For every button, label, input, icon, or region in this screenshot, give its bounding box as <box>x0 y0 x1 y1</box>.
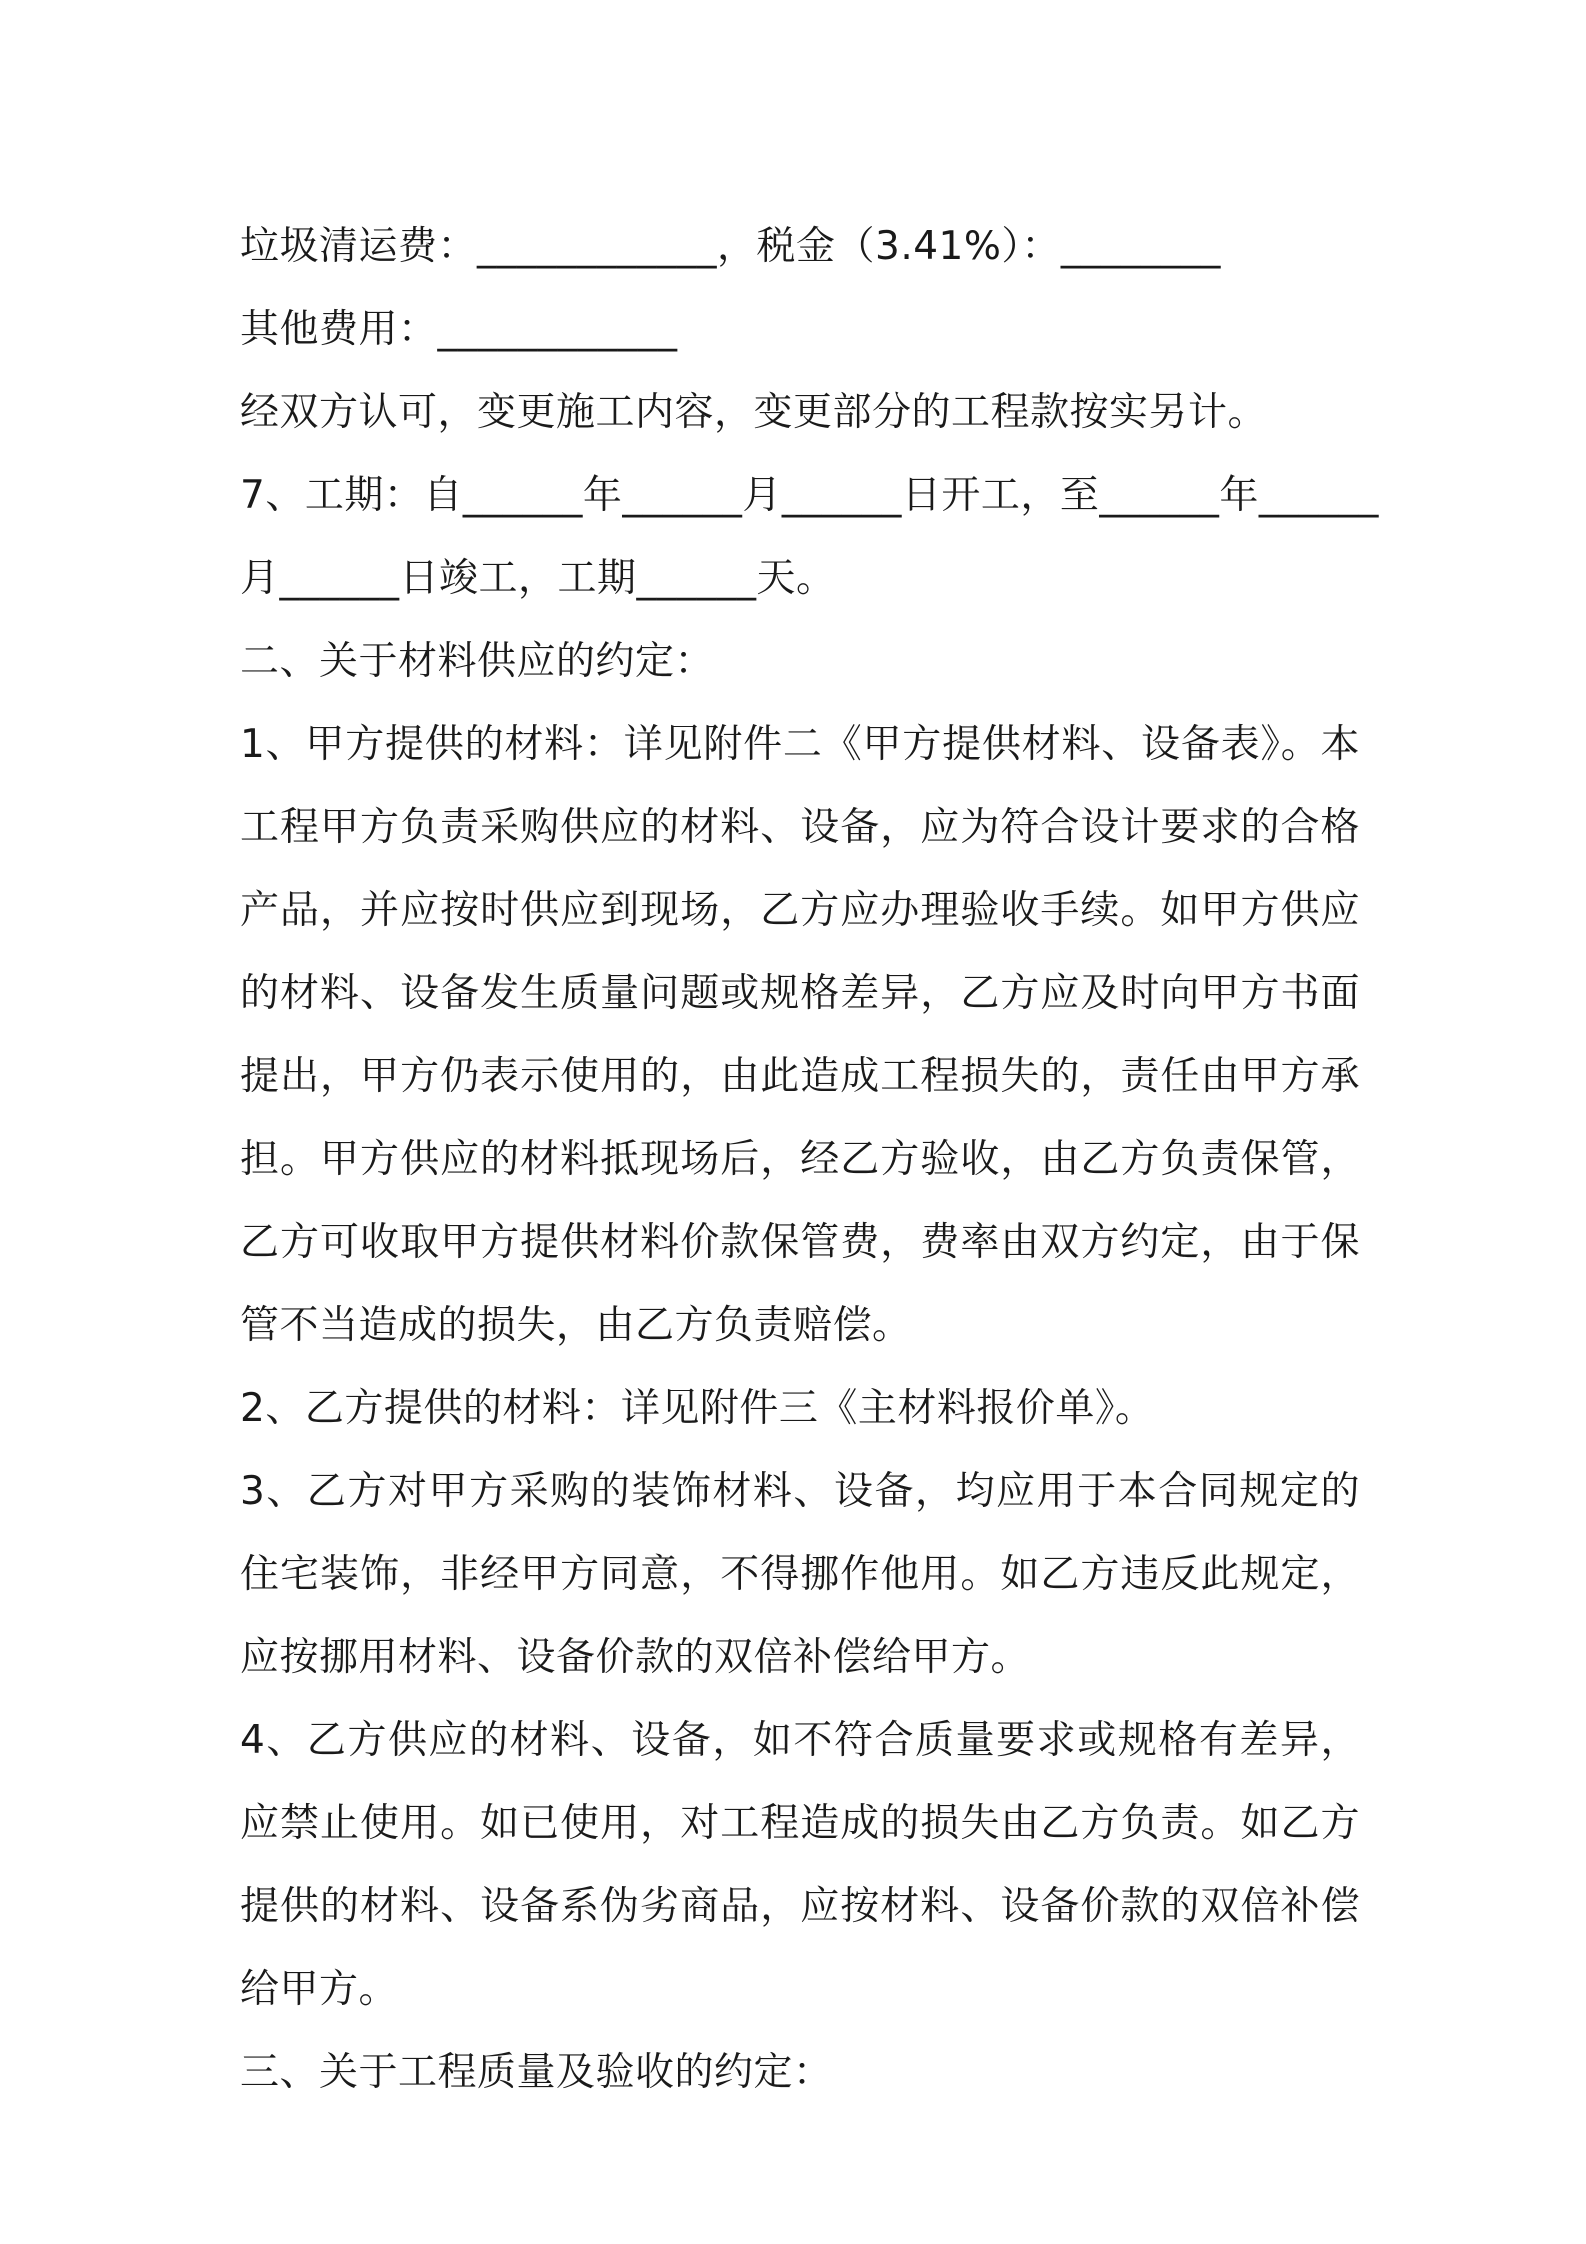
schedule-line-1: 7、工期：自______年______月______日开工，至______年______ <box>240 473 1379 518</box>
clause-4-quality-requirements: 4、乙方供应的材料、设备，如不符合质量要求或规格有差异，应禁止使用。如已使用，对工程造成的损失由乙方负责。如乙方提供的材料、设备系伪劣商品，应按材料、设备价款的双倍补偿给甲方。 <box>240 1718 1360 2012</box>
section-three-heading: 三、关于工程质量及验收的约定： <box>240 2050 833 2095</box>
clause-2-party-b-materials: 2、乙方提供的材料：详见附件三《主材料报价单》。 <box>240 1386 1155 1431</box>
other-fees-line: 其他费用：____________ <box>240 307 678 352</box>
clause-3-material-usage: 3、乙方对甲方采购的装饰材料、设备，均应用于本合同规定的住宅装饰，非经甲方同意，不得挪作他用。如乙方违反此规定，应按挪用材料、设备价款的双倍补偿给甲方。 <box>240 1469 1360 1680</box>
document-body <box>240 205 1379 2114</box>
change-agreement-line: 经双方认可，变更施工内容，变更部分的工程款按实另计。 <box>240 390 1268 435</box>
clause-1-party-a-materials: 1、甲方提供的材料：详见附件二《甲方提供材料、设备表》。本工程甲方负责采购供应的材料、设备，应为符合设计要求的合格产品，并应按时供应到现场，乙方应办理验收手续。如甲方供应的材料、设备发生质量问题或规格差异，乙方应及时向甲方书面提出，甲方仍表示使用的，由此造成工程损失的，责任由甲方承担。甲方供应的材料抵现场后，经乙方验收，由乙方负责保管，乙方可收取甲方提供材料价款保管费，费率由双方约定，由于保管不当造成的损失，由乙方负责赔偿。 <box>240 722 1360 1348</box>
section-two-heading: 二、关于材料供应的约定： <box>240 639 715 684</box>
schedule-line-2: 月______日竣工，工期______天。 <box>240 556 836 601</box>
cleanup-tax-line: 垃圾清运费：____________，税金（3.41%）：________ <box>240 224 1221 269</box>
